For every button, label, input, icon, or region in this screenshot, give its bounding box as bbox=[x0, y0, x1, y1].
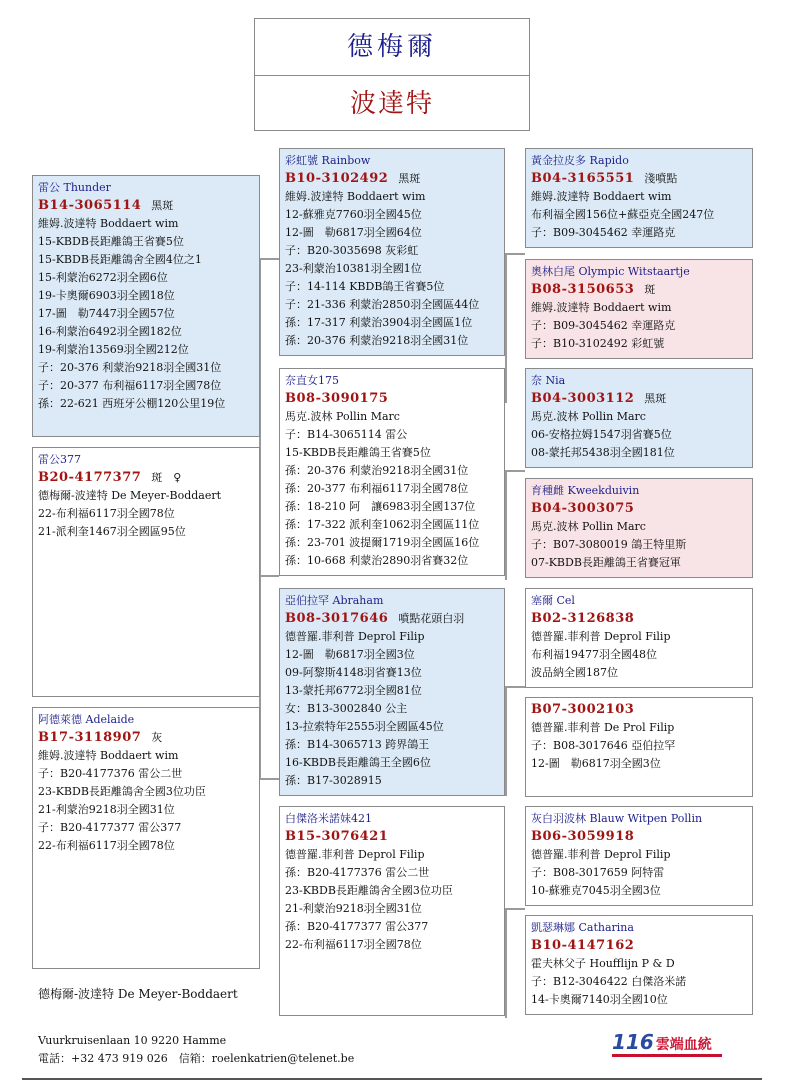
pigeon-detail-line: 維姆.波達特 Boddaert wim bbox=[38, 749, 179, 762]
pigeon-detail-line: 孫：10-668 利蒙治2890羽省賽32位 bbox=[285, 554, 469, 567]
pigeon-detail-line: 15-利蒙治6272羽全國6位 bbox=[38, 271, 168, 284]
connector-line bbox=[505, 908, 507, 1018]
pigeon-card-dam bbox=[32, 707, 260, 969]
pigeon-detail-line: 布利福19477羽全國48位 bbox=[531, 648, 657, 661]
pigeon-detail-line: 子：21-336 利蒙治2850羽全國區44位 bbox=[285, 298, 480, 311]
pigeon-detail-line: 07-KBDB長距離鴿王省賽冠軍 bbox=[531, 556, 681, 569]
pigeon-detail-line: 德普羅.菲利普 Deprol Filip bbox=[285, 848, 425, 861]
owner-contact-block bbox=[38, 1032, 354, 1068]
connector-line bbox=[505, 686, 507, 796]
connector-line bbox=[505, 470, 525, 472]
pigeon-detail-line: 孫：B14-3065713 跨界鴿王 bbox=[285, 738, 430, 751]
pigeon-detail-line: 霍夫林父子 Houfflijn P & D bbox=[531, 957, 675, 970]
pigeon-detail-line: 孫：B20-4177377 雷公377 bbox=[285, 920, 429, 933]
pigeon-card-ggp-1 bbox=[525, 148, 753, 248]
pigeon-detail-line: 馬克.波林 Pollin Marc bbox=[285, 410, 400, 423]
connector-line bbox=[505, 253, 525, 255]
pigeon-card-granddam-maternal bbox=[279, 806, 505, 1016]
pigeon-name: 黃金拉皮多 Rapido bbox=[531, 154, 629, 167]
pigeon-detail-line: 23-利蒙治10381羽全國1位 bbox=[285, 262, 422, 275]
pigeon-detail-line: 子：B09-3045462 幸運路克 bbox=[531, 226, 676, 239]
pigeon-detail-line: 維姆.波達特 Boddaert wim bbox=[285, 190, 426, 203]
pigeon-detail-line: 德梅爾-波達特 De Meyer-Boddaert bbox=[38, 489, 222, 502]
pigeon-detail-line: 15-KBDB長距離鴿舍全國4位之1 bbox=[38, 253, 202, 266]
pigeon-detail-line: 子：B09-3045462 幸運路克 bbox=[531, 319, 676, 332]
pigeon-detail-line: 子：B12-3046422 白傑洛米諾 bbox=[531, 975, 687, 988]
pigeon-detail-line: 14-卡奧爾7140羽全國10位 bbox=[531, 993, 668, 1006]
pigeon-card-ggp-4 bbox=[525, 478, 753, 578]
color-marking: 黑斑 bbox=[151, 199, 174, 212]
color-marking: 淺噴點 bbox=[644, 172, 678, 185]
pigeon-detail-line: 13-蒙托邦6772羽全國81位 bbox=[285, 684, 422, 697]
color-marking: 噴點花頭白羽 bbox=[398, 612, 465, 625]
color-marking: 黑斑 bbox=[398, 172, 421, 185]
pigeon-detail-line: 子：B14-3065114 雷公 bbox=[285, 428, 408, 441]
owner-contact: 電話：+32 473 919 026 信箱：roelenkatrien@telenet.be bbox=[38, 1052, 355, 1065]
color-marking: 斑 ♀ bbox=[151, 471, 182, 484]
pigeon-detail-line: 馬克.波林 Pollin Marc bbox=[531, 410, 646, 423]
pigeon-card-sire bbox=[32, 175, 260, 437]
pigeon-detail-line: 孫：20-376 利蒙治9218羽全國31位 bbox=[285, 464, 469, 477]
ring-number: B10-3102492 黑斑 bbox=[285, 171, 421, 186]
pigeon-detail-line: 22-布利福6117羽全國78位 bbox=[38, 507, 175, 520]
color-marking: 灰 bbox=[151, 731, 163, 744]
title-line-2: 波達特 bbox=[349, 89, 434, 119]
pigeon-detail-line: 孫：23-701 波提爾1719羽全國區16位 bbox=[285, 536, 480, 549]
pigeon-detail-line: 孫：B17-3028915 bbox=[285, 774, 382, 787]
logo-text: 雲端血統 bbox=[655, 1037, 712, 1053]
pigeon-detail-line: 子：B08-3017646 亞伯拉罕 bbox=[531, 739, 676, 752]
ring-number: B17-3118907 灰 bbox=[38, 730, 163, 745]
pigeon-detail-line: 子：B20-4177377 雷公377 bbox=[38, 821, 182, 834]
pigeon-detail-line: 波品納全國187位 bbox=[531, 666, 618, 679]
pigeon-detail-line: 維姆.波達特 Boddaert wim bbox=[531, 190, 672, 203]
pigeon-detail-line: 德普羅.菲利普 Deprol Filip bbox=[531, 848, 671, 861]
pigeon-card-granddam-paternal bbox=[279, 368, 505, 576]
connector-line bbox=[259, 778, 279, 780]
pigeon-detail-line: 12-圖 勒6817羽全國3位 bbox=[531, 757, 661, 770]
pigeon-detail-line: 孫：18-210 阿 讓6983羽全國137位 bbox=[285, 500, 476, 513]
pigeon-card-ggp-5 bbox=[525, 588, 753, 688]
pigeon-detail-line: 子：B20-4177376 雷公二世 bbox=[38, 767, 183, 780]
ring-number: B02-3126838 bbox=[531, 611, 635, 626]
pigeon-name: 奈 Nia bbox=[531, 374, 566, 387]
pigeon-name: 灰白羽波林 Blauw Witpen Pollin bbox=[531, 812, 703, 825]
pigeon-name: 塞爾 Cel bbox=[531, 594, 575, 607]
pigeon-name: 亞伯拉罕 Abraham bbox=[285, 594, 384, 607]
pigeon-detail-line: 子：B07-3080019 鴿王特里斯 bbox=[531, 538, 687, 551]
pigeon-detail-line: 23-KBDB長距離鴿舍全國3位功臣 bbox=[38, 785, 206, 798]
pedigree-title-box bbox=[254, 18, 530, 131]
connector-line bbox=[505, 908, 525, 910]
pigeon-detail-line: 子：20-377 布利福6117羽全國78位 bbox=[38, 379, 222, 392]
pigeon-detail-line: 16-利蒙治6492羽全國182位 bbox=[38, 325, 182, 338]
pigeon-detail-line: 女：B13-3002840 公主 bbox=[285, 702, 408, 715]
pigeon-detail-line: 子：20-376 利蒙治9218羽全國31位 bbox=[38, 361, 222, 374]
pigeon-detail-line: 維姆.波達特 Boddaert wim bbox=[531, 301, 672, 314]
pigeon-detail-line: 子：B20-3035698 灰彩虹 bbox=[285, 244, 419, 257]
ring-number: B08-3150653 斑 bbox=[531, 282, 656, 297]
pigeon-detail-line: 孫：20-376 利蒙治9218羽全國31位 bbox=[285, 334, 469, 347]
connector-line bbox=[505, 686, 525, 688]
pigeon-detail-line: 15-KBDB長距離鴿王省賽5位 bbox=[38, 235, 184, 248]
pigeon-name: 凱瑟琳娜 Catharina bbox=[531, 921, 634, 934]
ring-number: B10-4147162 bbox=[531, 938, 635, 953]
color-marking: 黑斑 bbox=[644, 392, 667, 405]
logo-underline bbox=[612, 1054, 722, 1057]
ring-number: B04-3165551 淺噴點 bbox=[531, 171, 678, 186]
pigeon-detail-line: 21-利蒙治9218羽全國31位 bbox=[38, 803, 175, 816]
ring-number: B04-3003112 黑斑 bbox=[531, 391, 667, 406]
pigeon-name: 彩虹號 Rainbow bbox=[285, 154, 371, 167]
connector-line bbox=[505, 470, 507, 580]
pigeon-card-ggp-2 bbox=[525, 259, 753, 359]
connector-line bbox=[505, 253, 507, 403]
pigeon-detail-line: 22-布利福6117羽全國78位 bbox=[38, 839, 175, 852]
pigeon-detail-line: 08-蒙托邦5438羽全國181位 bbox=[531, 446, 675, 459]
pigeon-detail-line: 21-利蒙治9218羽全國31位 bbox=[285, 902, 422, 915]
pigeon-detail-line: 16-KBDB長距離鴿王全國6位 bbox=[285, 756, 431, 769]
pigeon-detail-line: 馬克.波林 Pollin Marc bbox=[531, 520, 646, 533]
pigeon-detail-line: 孫：B20-4177376 雷公二世 bbox=[285, 866, 430, 879]
title-line-1: 德梅爾 bbox=[255, 19, 529, 76]
pigeon-detail-line: 15-KBDB長距離鴿王省賽5位 bbox=[285, 446, 431, 459]
pigeon-detail-line: 13-拉索特年2555羽全國區45位 bbox=[285, 720, 444, 733]
ring-number: B06-3059918 bbox=[531, 829, 635, 844]
ring-number: B08-3090175 bbox=[285, 391, 389, 406]
pigeon-name: 雷公 Thunder bbox=[38, 181, 111, 194]
pigeon-detail-line: 子：B08-3017659 阿特雷 bbox=[531, 866, 665, 879]
ring-number: B04-3003075 bbox=[531, 501, 635, 516]
pigeon-detail-line: 孫：17-322 派利奎1062羽全國區11位 bbox=[285, 518, 480, 531]
pigeon-detail-line: 布利福全國156位+蘇亞克全國247位 bbox=[531, 208, 715, 221]
pigeon-detail-line: 孫：17-317 利蒙治3904羽全國區1位 bbox=[285, 316, 473, 329]
pigeon-detail-line: 12-圖 勒6817羽全國3位 bbox=[285, 648, 415, 661]
pigeon-detail-line: 德普羅.菲利普 De Prol Filip bbox=[531, 721, 675, 734]
pigeon-name: 雷公377 bbox=[38, 453, 81, 466]
pigeon-card-ggp-3 bbox=[525, 368, 753, 468]
pigeon-card-ggp-6 bbox=[525, 697, 753, 797]
footer-divider bbox=[22, 1078, 762, 1080]
pigeon-detail-line: 子：14-114 KBDB鴿王省賽5位 bbox=[285, 280, 445, 293]
owner-name: 德梅爾-波達特 De Meyer-Boddaert bbox=[38, 987, 238, 1001]
pigeon-detail-line: 22-布利福6117羽全國78位 bbox=[285, 938, 422, 951]
pigeon-card-ggp-8 bbox=[525, 915, 753, 1015]
pigeon-detail-line: 孫：20-377 布利福6117羽全國78位 bbox=[285, 482, 469, 495]
pigeon-card-subject bbox=[32, 447, 260, 697]
color-marking: 斑 bbox=[644, 283, 656, 296]
pigeon-detail-line: 子：B10-3102492 彩虹號 bbox=[531, 337, 665, 350]
pigeon-name: 奧林白尾 Olympic Witstaartje bbox=[531, 265, 690, 278]
pigeon-detail-line: 17-圖 勒7447羽全國57位 bbox=[38, 307, 175, 320]
pigeon-detail-line: 06-安格拉姆1547羽省賽5位 bbox=[531, 428, 672, 441]
pigeon-detail-line: 維姆.波達特 Boddaert wim bbox=[38, 217, 179, 230]
pigeon-name: 阿德萊德 Adelaide bbox=[38, 713, 135, 726]
ring-number: B07-3002103 bbox=[531, 702, 635, 717]
brand-logo bbox=[612, 1030, 732, 1058]
pigeon-detail-line: 19-卡奧爾6903羽全國18位 bbox=[38, 289, 175, 302]
pigeon-detail-line: 21-派利奎1467羽全國區95位 bbox=[38, 525, 186, 538]
ring-number: B20-4177377 斑 ♀ bbox=[38, 470, 182, 485]
pigeon-detail-line: 09-阿黎斯4148羽省賽13位 bbox=[285, 666, 422, 679]
ring-number: B08-3017646 噴點花頭白羽 bbox=[285, 611, 465, 626]
pigeon-card-grandsire-maternal bbox=[279, 588, 505, 796]
pigeon-detail-line: 12-圖 勒6817羽全國64位 bbox=[285, 226, 422, 239]
pigeon-detail-line: 德普羅.菲利普 Deprol Filip bbox=[531, 630, 671, 643]
pigeon-detail-line: 12-蘇雅克7760羽全國45位 bbox=[285, 208, 422, 221]
pigeon-detail-line: 19-利蒙治13569羽全國212位 bbox=[38, 343, 189, 356]
connector-line bbox=[259, 575, 279, 577]
pigeon-detail-line: 10-蘇雅克7045羽全國3位 bbox=[531, 884, 661, 897]
pigeon-name: 白傑洛米諾妹421 bbox=[285, 812, 372, 825]
pigeon-card-ggp-7 bbox=[525, 806, 753, 906]
pigeon-detail-line: 孫：22-621 西班牙公棚120公里19位 bbox=[38, 397, 226, 410]
pigeon-card-grandsire-paternal bbox=[279, 148, 505, 356]
logo-number: 116 bbox=[612, 1030, 654, 1054]
pigeon-detail-line: 23-KBDB長距離鴿舍全國3位功臣 bbox=[285, 884, 453, 897]
ring-number: B14-3065114 黑斑 bbox=[38, 198, 174, 213]
pigeon-name: 奈直女175 bbox=[285, 374, 339, 387]
ring-number: B15-3076421 bbox=[285, 829, 389, 844]
connector-line bbox=[259, 258, 279, 260]
pigeon-name: 育種雌 Kweekduivin bbox=[531, 484, 640, 497]
owner-address: Vuurkruisenlaan 10 9220 Hamme bbox=[38, 1034, 227, 1047]
pigeon-detail-line: 德普羅.菲利普 Deprol Filip bbox=[285, 630, 425, 643]
